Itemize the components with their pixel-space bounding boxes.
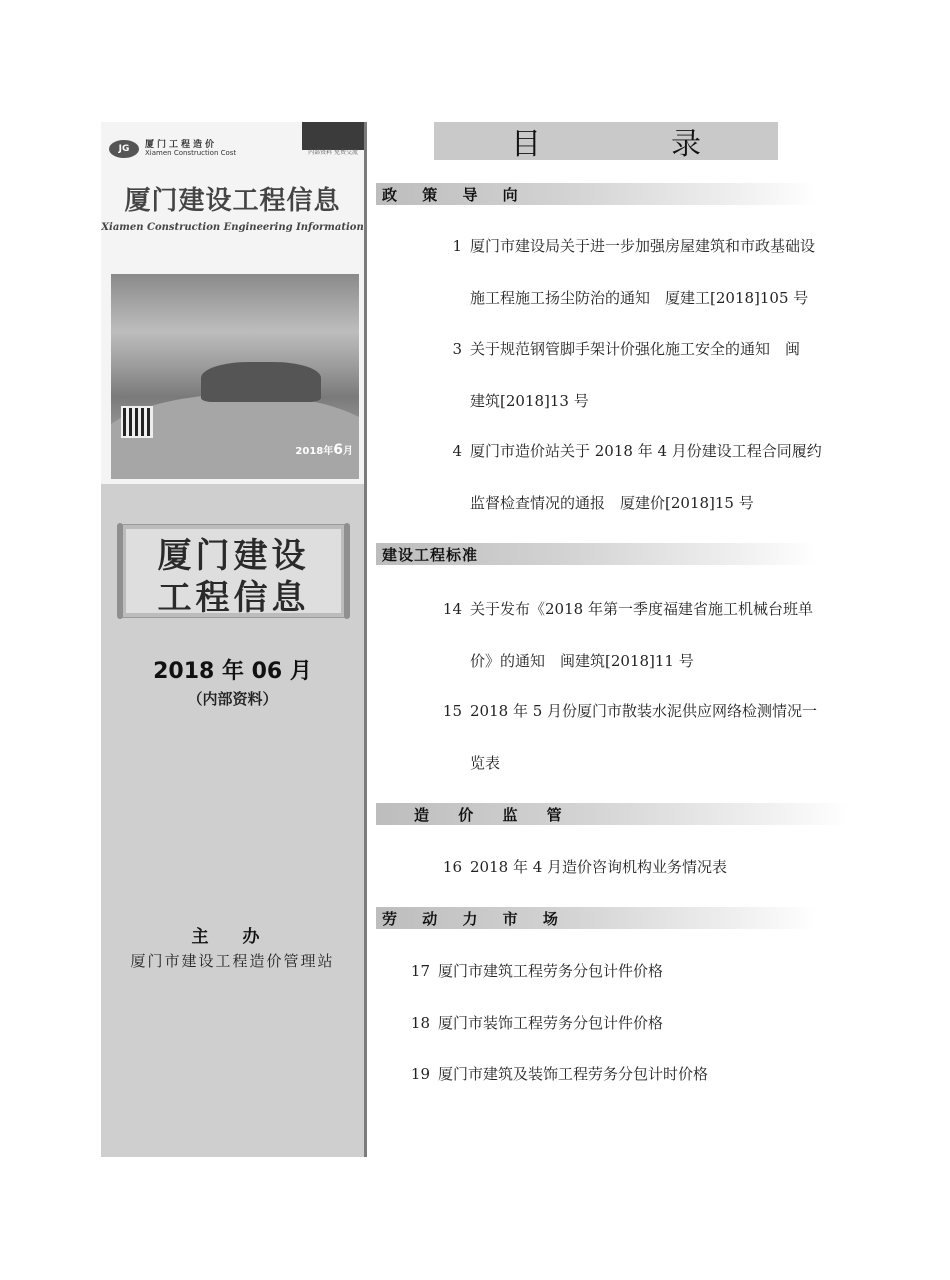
entry-title: 厦门市建筑及装饰工程劳务分包计时价格 (438, 1065, 709, 1083)
sidebar (101, 122, 367, 1157)
entry-page: 4 (452, 442, 462, 460)
entry-title: 2018 年 5 月份厦门市散装水泥供应网络检测情况一 (470, 702, 818, 720)
toc-entry[interactable] (440, 598, 813, 619)
entry-page: 16 (442, 858, 462, 876)
cover-issue-date: 2018年6月 (295, 442, 353, 458)
toc-title-right: 录 (671, 127, 701, 162)
logo-cn-text: 厦门工程造价 (145, 139, 218, 150)
entry-title: 厦门市造价站关于 2018 年 4 月份建设工程合同履约 (470, 442, 822, 460)
entry-title-cont[interactable]: 监督检查情况的通报 厦建价[2018]15 号 (470, 494, 754, 512)
entry-page: 3 (452, 340, 462, 358)
entry-title-cont[interactable]: 价》的通知 闽建筑[2018]11 号 (470, 652, 694, 670)
host-organization: 厦门市建设工程造价管理站 (130, 952, 335, 970)
issue-note: （内部资料） (187, 690, 278, 708)
entry-page: 14 (442, 600, 462, 618)
toc-entry[interactable] (440, 856, 727, 877)
toc-title-left: 目 (511, 127, 541, 162)
entry-page: 17 (410, 962, 430, 980)
entry-title-cont[interactable]: 建筑[2018]13 号 (470, 392, 589, 410)
section-heading-policy: 政 策 导 向 (376, 183, 817, 205)
toc-entry[interactable] (440, 235, 815, 256)
entry-title-cont[interactable]: 施工程施工扬尘防治的通知 厦建工[2018]105 号 (470, 289, 809, 307)
entry-title-cont[interactable]: 览表 (470, 754, 501, 772)
logo-icon: JG (109, 140, 139, 158)
cover-landscape-photo (111, 274, 359, 479)
trees-shape (201, 362, 321, 402)
entry-title: 厦门市装饰工程劳务分包计件价格 (438, 1014, 664, 1032)
toc-entry[interactable] (408, 1063, 708, 1084)
cover-dark-strip (302, 122, 364, 150)
toc-entry[interactable] (408, 960, 663, 981)
qr-code-icon (121, 406, 153, 438)
section-heading-labor-market: 劳 动 力 市 场 (376, 907, 817, 929)
entry-title: 关于规范钢管脚手架计价强化施工安全的通知 闽 (470, 340, 801, 358)
plaque-line-1: 厦门建设 (157, 536, 310, 576)
toc-entry[interactable] (440, 440, 822, 461)
entry-title: 厦门市建筑工程劳务分包计件价格 (438, 962, 664, 980)
toc-entry[interactable] (440, 700, 817, 721)
title-plaque (121, 524, 346, 618)
issue-date: 2018 年 06 月 (153, 659, 312, 684)
section-heading-standards: 建设工程标准 (376, 543, 817, 565)
cover-thumbnail (101, 122, 364, 484)
entry-page: 18 (410, 1014, 430, 1032)
cover-title: 厦门建设工程信息 (124, 186, 341, 216)
entry-page: 1 (452, 237, 462, 255)
cover-tag: 内部资料 免费交流 (308, 149, 358, 156)
entry-title: 关于发布《2018 年第一季度福建省施工机械台班单 (470, 600, 813, 618)
cover-subtitle-en: Xiamen Construction Engineering Information (101, 222, 364, 233)
logo-en-text: Xiamen Construction Cost (145, 149, 237, 158)
host-label: 主 办 (191, 927, 274, 947)
entry-title: 2018 年 4 月造价咨询机构业务情况表 (470, 858, 728, 876)
section-heading-cost-supervision: 造 价 监 管 (376, 803, 849, 825)
toc-title (434, 122, 778, 160)
entry-page: 19 (410, 1065, 430, 1083)
entry-page: 15 (442, 702, 462, 720)
entry-title: 厦门市建设局关于进一步加强房屋建筑和市政基础设 (470, 237, 816, 255)
plaque-line-2: 工程信息 (157, 578, 310, 618)
toc-entry[interactable] (440, 338, 800, 359)
cover-logo (109, 140, 236, 158)
toc-entry[interactable] (408, 1012, 663, 1033)
